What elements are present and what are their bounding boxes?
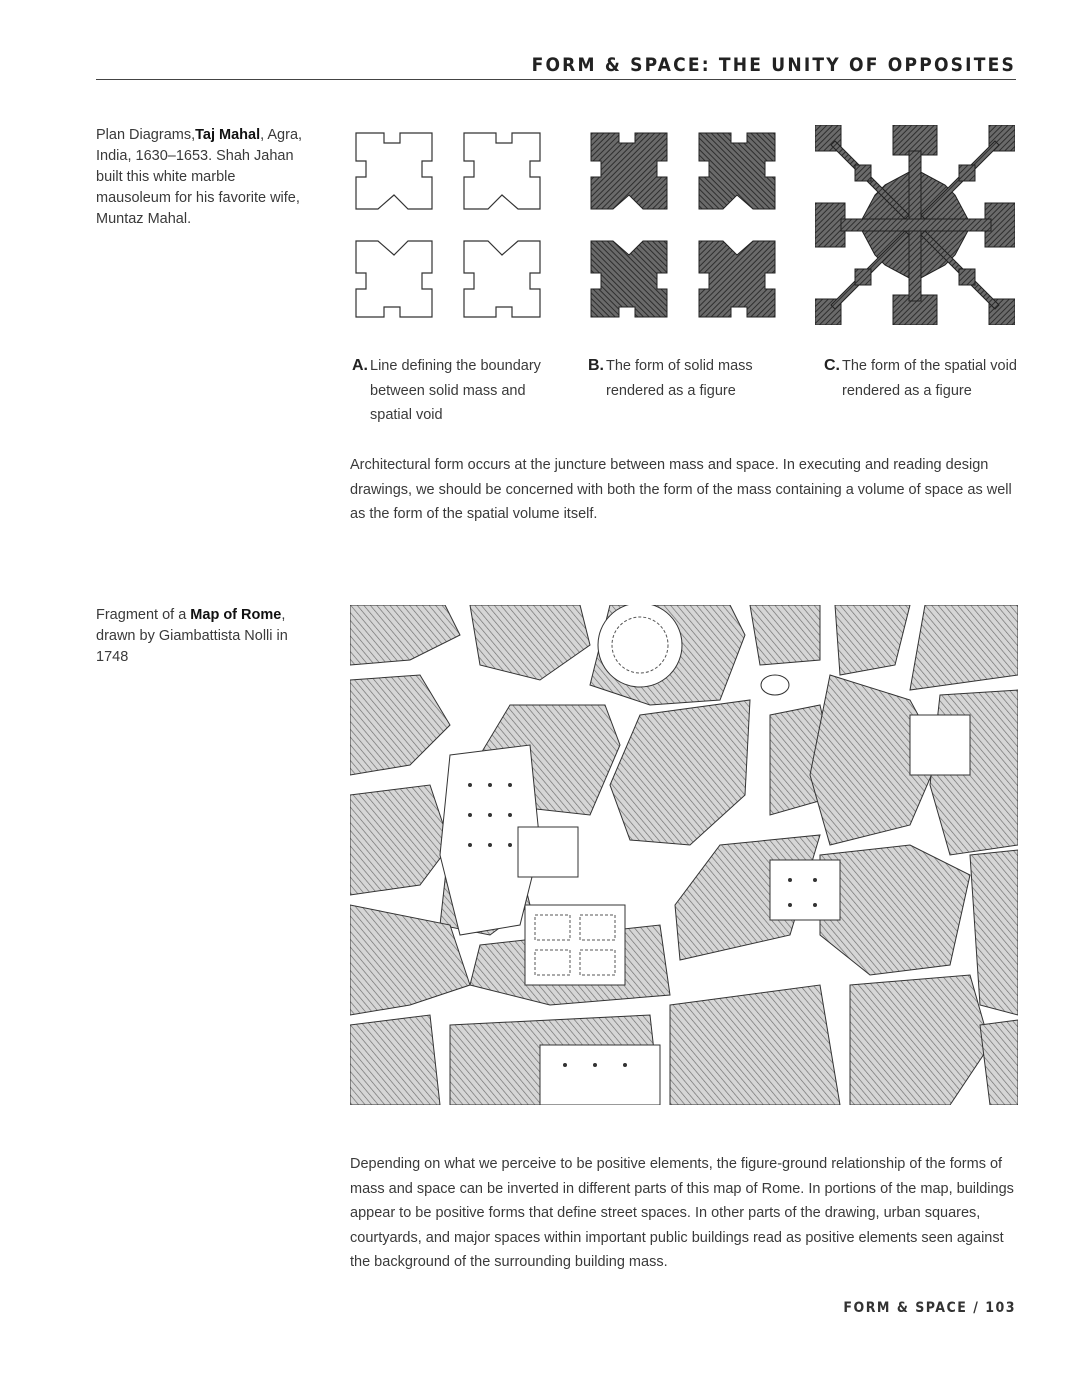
nolli-map-of-rome [350,605,1018,1105]
figure-caption-a [352,354,552,428]
taj-caption-rest: , Agra, India, 1630–1653. Shah Jahan built this white marble mausoleum for his favorite wife, Muntaz Mahal. [96,127,303,227]
taj-caption-bold: Taj Mahal [195,127,261,143]
rome-caption-bold: Map of Rome [190,607,282,623]
figure-text-b: The form of solid mass rendered as a figure [606,358,753,399]
taj-caption-prefix: Plan Diagrams, [96,127,196,143]
figure-letter-a: A. [352,357,368,374]
taj-paragraph: Architectural form occurs at the juncture between mass and space. In executing and reading design drawings, we should be concerned with both the form of the mass containing a volume of space as well as the form of the spatial volume itself. [350,457,1012,522]
figure-caption-c [824,354,1024,403]
page-header-title: FORM & SPACE: THE UNITY OF OPPOSITES [531,54,1016,76]
rome-caption [96,605,311,668]
plan-diagram-b [583,125,783,325]
rome-caption-prefix: Fragment of a [96,607,191,623]
figure-caption-b [588,354,788,403]
figure-letter-c: C. [824,357,840,374]
plan-diagram-a [348,125,548,325]
rome-paragraph: Depending on what we perceive to be positive elements, the figure-ground relationship of the forms of mass and space can be inverted in different parts of this map of Rome. In portions of the map, buildings appear to be positive forms that define street spaces. In other parts of the drawing, urban squares, courtyards, and major spaces within important public buildings read as positive elements seen against the background of the surrounding building mass. [350,1156,1014,1270]
figure-letter-b: B. [588,357,604,374]
rome-caption-rest: , drawn by Giambattista Nolli in 1748 [96,607,288,665]
figure-text-a: Line defining the boundary between solid mass and spatial void [370,358,541,423]
header-rule [96,79,1016,80]
taj-mahal-caption [96,125,311,230]
figure-text-c: The form of the spatial void rendered as a figure [842,358,1017,399]
plan-diagram-c [815,125,1015,325]
page-footer: FORM & SPACE / 103 [843,1300,1016,1316]
